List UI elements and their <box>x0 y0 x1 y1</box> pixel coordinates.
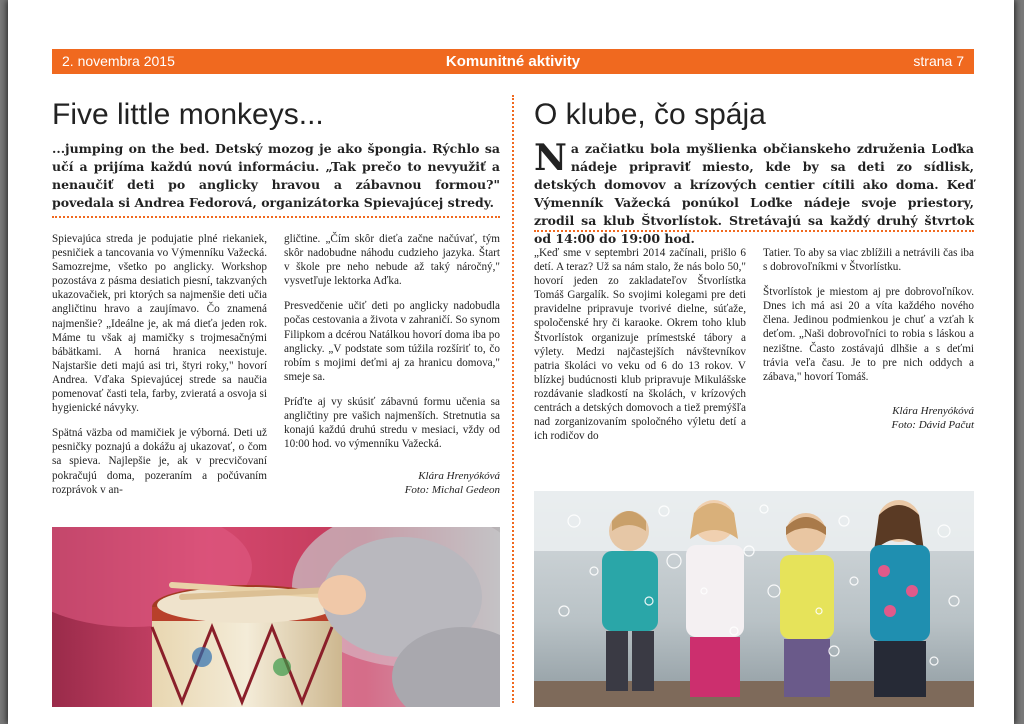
author-name: Klára Hrenyókóvá <box>892 404 974 417</box>
paragraph: „Keď sme v septembri 2014 začínali, prišlo 6 detí. A teraz? Už sa nám stalo, že nás bolo 50," hovorí jeden zo zakladateľov Štvorlístka Tomáš Gargalík. So svojimi kolegami pre deti pravidelne pripravuje tvorivé dielne, súťaže, spoločenské hry či karaoke. Okrem toho klub Štvorlístok organizuje prímestské tábory a výlety. Medzi najčastejších návštevníkov patria školáci vo veku od 6 do 13 rokov. V blízkej budúcnosti klub pripravuje Mikulášske rozdávanie sladkostí na školách, v krízových centrách a detských domovoch a tiež premýšľa nad zorganizovaním spoločného výletu detí a ich rodičov do <box>534 247 746 443</box>
paragraph: Spievajúca streda je podujatie plné riekaniek, pesničiek a tancovania vo Výmenníku Važecká. Samozrejme, všetko po anglicky. Workshop pozostáva z pásma desiatich piesní, takzvaných ukazovačiek, pri ktorých sa najmenšie deti učia angličtinu hravo a zaujímavo. Čo znamená najmenšie? „Ideálne je, ak má dieťa jeden rok. Máme tu však aj mamičky s trojmesačnými bábätkami. A horná hranica neexistuje. Najstaršie deti majú asi tri, štyri roky," hovorí Andrea. Vďaka Spievajúcej strede sa naučia pomenovať časti tela, farby, zvieratá a osvoja si hygienické návyky. <box>52 233 267 415</box>
right-article-credit <box>763 404 974 432</box>
header-section-title: Komunitné aktivity <box>445 53 581 70</box>
column-divider <box>512 95 514 703</box>
paragraph: gličtine. „Čím skôr dieťa začne načúvať, tým skôr nadobudne náhodu cudzieho jazyka. Štart v škole pre neho nebude až taký náročný," vysvetľuje lektorka Aďka. <box>284 233 500 288</box>
paragraph: Príďte aj vy skúsiť zábavnú formu učenia sa angličtiny pre vašich najmenších. Stretnutia sa konajú každú druhú stredu v mesiaci, vždy od 10:00 hod. vo výmenníku Važecká. <box>284 395 500 451</box>
drum-photo-illustration <box>52 527 500 707</box>
paragraph: Presvedčenie učiť deti po anglicky nadobudla počas cestovania a života v zahraničí. So synom Filipkom a dcérou Natálkou hovorí doma iba po anglicky. „V podstate som túžila rozšíriť to, čo robím s mojimi deťmi aj za hranicu domova," smeje sa. <box>284 300 500 383</box>
bubbles-photo-illustration <box>534 491 974 707</box>
paragraph: Štvorlístok je miestom aj pre dobrovoľníkov. Dnes ich má asi 20 a víta každého nového člena. Jedinou podmienkou je chuť a vzťah k deťom. „Naši dobrovoľníci to robia s láskou a nezištne. Často zostávajú dlhšie a s deťmi trávia veľa času. Je to pre nich oddych a zábava," hovorí Tomáš. <box>763 286 974 383</box>
bubbles-photo <box>534 491 974 707</box>
header-date: 2. novembra 2015 <box>62 53 175 69</box>
page-header-bar <box>52 49 974 74</box>
right-article-column-2 <box>763 246 974 432</box>
left-article-column-2 <box>284 232 500 497</box>
author-name: Klára Hrenyókóvá <box>418 470 500 483</box>
left-article-credit <box>284 469 500 497</box>
paragraph: Tatier. To aby sa viac zblížili a netrávili čas iba s dobrovoľníkmi v Štvorlístku. <box>763 247 974 274</box>
paragraph: Spätná väzba od mamičiek je výborná. Deti už pesničky poznajú a dokážu aj ukazovať, o čom sa spieva. Najlepšie je, ak v precvičovaní pokračujú doma, pozeraním a počúvaním rozprávok v an- <box>52 427 267 496</box>
newspaper-page <box>8 0 1014 724</box>
left-lead-rule <box>52 216 500 218</box>
right-article-title: O klube, čo spája <box>534 98 766 131</box>
header-page-number: strana 7 <box>913 53 964 69</box>
lead-text: a začiatku bola myšlienka občianskeho združenia Loďka nádeje pripraviť miesto, kde by sa deti zo sídlisk, detských domovov a krízových centier cítili ako doma. Keď Výmenník Važecká ponúkol Loďke nádeje svoje priestory, zrodil sa klub Štvorlístok. Stretávajú sa každý druhý štvrtok od 14:00 do 19:00 hod. <box>534 141 974 246</box>
left-article-column-1 <box>52 232 267 508</box>
right-lead-rule <box>534 230 974 232</box>
right-article-column-1 <box>534 246 746 454</box>
drum-photo <box>52 527 500 707</box>
left-article-lead: ...jumping on the bed. Detský mozog je ako špongia. Rýchlo sa učí a prijíma každú novú informáciu. „Tak prečo to nevyužiť a nenaučiť deti po anglicky hravou a zábavnou formou?" povedala si Andrea Fedorová, organizátorka Spievajúcej stredy. <box>52 141 500 210</box>
photo-credit: Foto: Michal Gedeon <box>404 484 500 497</box>
left-article-title: Five little monkeys... <box>52 98 324 131</box>
photo-credit: Foto: Dávid Pačut <box>891 418 974 431</box>
drop-cap: N <box>534 137 567 179</box>
